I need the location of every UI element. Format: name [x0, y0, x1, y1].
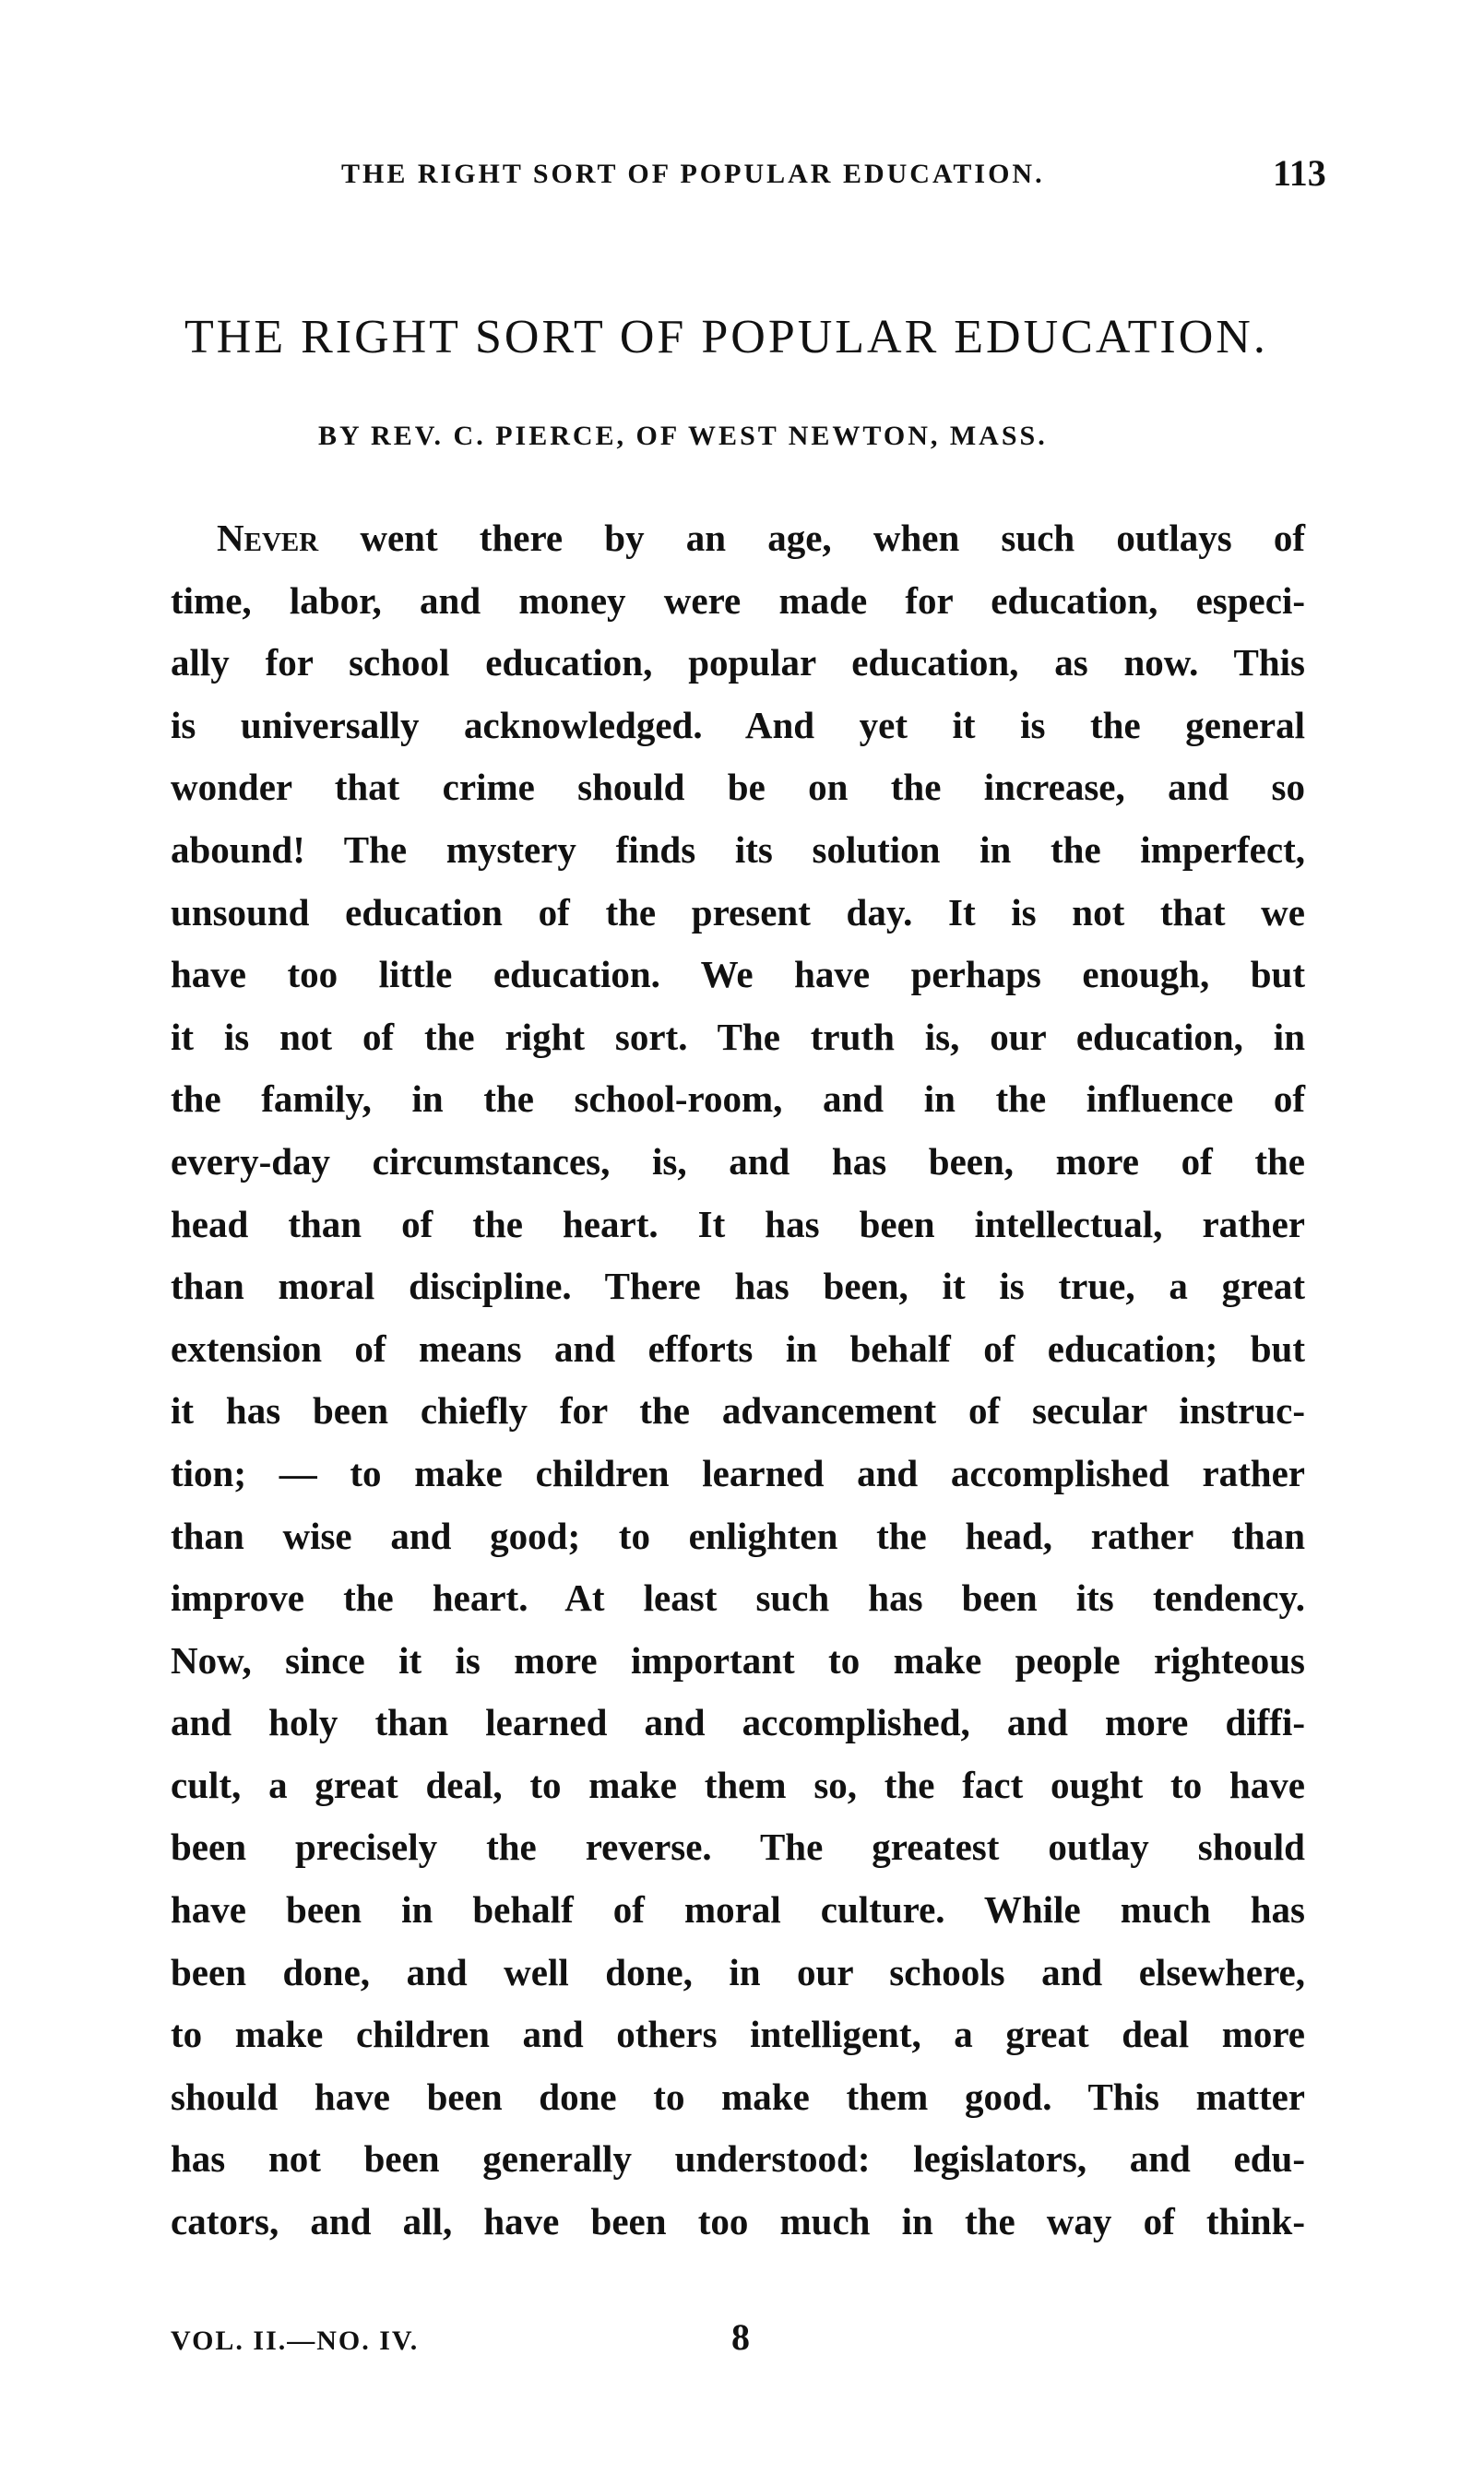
- text-line-18: improve the heart. At least such has been its tendency.: [171, 1576, 1305, 1620]
- text-line-22: been precisely the reverse. The greatest outlay should: [171, 1826, 1305, 1869]
- first-line-rest: went there by an age, when such outlays of: [318, 517, 1305, 559]
- text-line-6: abound! The mystery finds its solution in the imperfect,: [171, 827, 1305, 871]
- text-line-14: extension of means and efforts in behalf of education; but: [171, 1326, 1305, 1370]
- text-line-4: is universally acknowledged. And yet it is the general: [171, 703, 1305, 746]
- text-line-11: every-day circumstances, is, and has been, more of the: [171, 1139, 1305, 1183]
- text-line-10: the family, in the school-room, and in the influence of: [171, 1077, 1305, 1121]
- text-line-20: and holy than learned and accomplished, and more diffi-: [171, 1701, 1305, 1744]
- text-line-13: than moral discipline. There has been, it is true, a great: [171, 1265, 1305, 1308]
- text-line-9: it is not of the right sort. The truth is, our education, in: [171, 1015, 1305, 1058]
- byline: BY REV. C. PIERCE, OF WEST NEWTON, MASS.: [318, 421, 1048, 451]
- text-line-3: ally for school education, popular education, as now. This: [171, 641, 1305, 684]
- text-line-12: head than of the heart. It has been intellectual, rather: [171, 1202, 1305, 1245]
- volume-number: VOL. II.—NO. IV.: [171, 2325, 420, 2356]
- running-head: THE RIGHT SORT OF POPULAR EDUCATION.: [341, 159, 1045, 189]
- page-number: 113: [1273, 152, 1326, 194]
- text-line-26: should have been done to make them good. This matter: [171, 2075, 1305, 2118]
- signature-mark: 8: [731, 2316, 750, 2358]
- text-line-2: time, labor, and money were made for education, especi-: [171, 578, 1305, 622]
- text-line-27: has not been generally understood: legislators, and edu-: [171, 2137, 1305, 2181]
- text-line-24: been done, and well done, in our schools and elsewhere,: [171, 1950, 1305, 1993]
- text-line-23: have been in behalf of moral culture. While much has: [171, 1888, 1305, 1932]
- body-text: [171, 507, 1305, 2254]
- text-line-16: tion; — to make children learned and accomplished rather: [171, 1451, 1305, 1494]
- text-line-1: [171, 507, 1305, 570]
- text-line-19: Now, since it is more important to make people righteous: [171, 1638, 1305, 1682]
- text-line-25: to make children and others intelligent, a great deal more: [171, 2013, 1305, 2056]
- text-line-21: cult, a great deal, to make them so, the fact ought to have: [171, 1763, 1305, 1806]
- drop-word: Never: [217, 517, 319, 559]
- text-line-15: it has been chiefly for the advancement of secular instruc-: [171, 1389, 1305, 1433]
- text-line-7: unsound education of the present day. It is not that we: [171, 890, 1305, 934]
- article-title: THE RIGHT SORT OF POPULAR EDUCATION.: [184, 311, 1268, 363]
- text-line-17: than wise and good; to enlighten the head, rather than: [171, 1514, 1305, 1557]
- text-line-8: have too little education. We have perhaps enough, but: [171, 953, 1305, 996]
- text-line-28: cators, and all, have been too much in the way of think-: [171, 2200, 1305, 2243]
- text-line-5: wonder that crime should be on the increase, and so: [171, 766, 1305, 809]
